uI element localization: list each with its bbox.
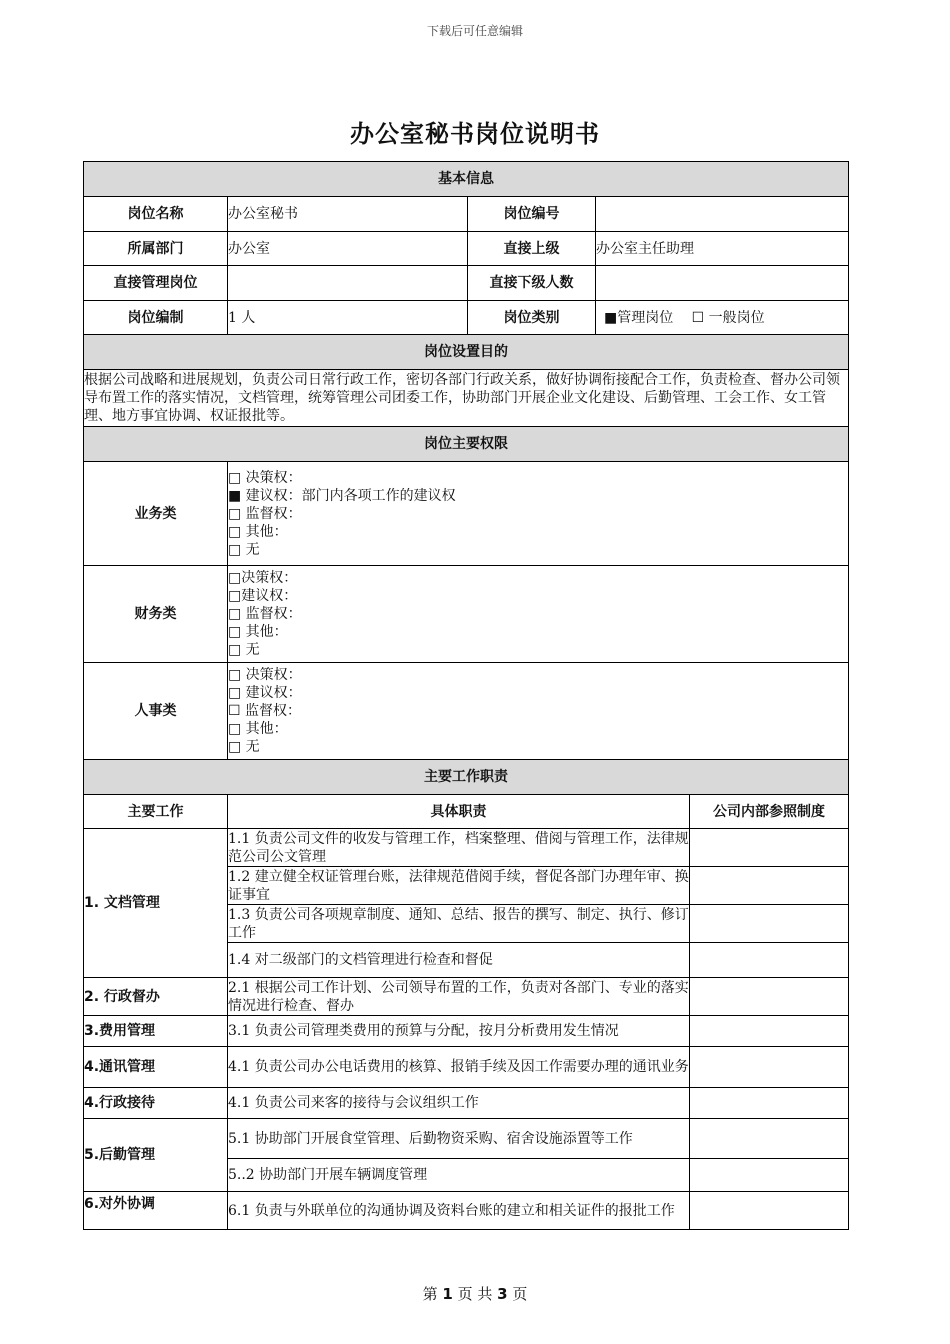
reference-cell [690, 829, 849, 867]
section-purpose: 岗位设置目的 [84, 335, 849, 370]
footer-prefix: 第 [422, 1285, 443, 1303]
authority-item: □ 无 [228, 541, 260, 558]
value-direct-superior: 办公室主任助理 [596, 232, 849, 266]
footer-middle: 页 共 [452, 1285, 498, 1303]
duty-cell: 5.1 协助部门开展食堂管理、后勤物资采购、宿舍设施添置等工作 [228, 1119, 690, 1159]
footer-total-pages: 3 [497, 1285, 508, 1303]
duty-cell: 2.1 根据公司工作计划、公司领导布置的工作，负责对各部门、专业的落实情况进行检查、督办 [228, 979, 689, 1014]
authority-hr-label: 人事类 [84, 663, 228, 760]
authority-item: ■ 建议权：部门内各项工作的建议权 [228, 487, 456, 504]
reference-cell [690, 1047, 849, 1088]
authority-item: □决策权： [228, 570, 298, 586]
authority-item: □ 其他： [228, 523, 288, 540]
reference-cell [690, 1159, 849, 1192]
label-position-name: 岗位名称 [84, 197, 228, 232]
duty-cell: 1.3 负责公司各项规章制度、通知、总结、报告的撰写、制定、执行、修订工作 [228, 906, 689, 941]
label-subordinate-count: 直接下级人数 [468, 266, 596, 301]
work-reception: 4.行政接待 [84, 1088, 228, 1119]
duty-cell: 3.1 负责公司管理类费用的预算与分配，按月分析费用发生情况 [228, 1016, 690, 1047]
work-communication: 4.通讯管理 [84, 1047, 228, 1088]
duty-cell: 6.1 负责与外联单位的沟通协调及资料台账的建立和相关证件的报批工作 [228, 1192, 690, 1230]
reference-cell [690, 867, 849, 905]
header-note: 下载后可任意编辑 [426, 24, 523, 38]
authority-item: □ 建议权： [228, 685, 302, 701]
label-managed-positions: 直接管理岗位 [84, 266, 228, 301]
authority-item: □ 无 [228, 642, 260, 658]
duty-cell: 1.2 建立健全权证管理台账，法律规范借阅手续，督促各部门办理年审、换证事宜 [228, 868, 689, 903]
authority-business-list [228, 462, 849, 566]
authority-item: □建议权： [228, 588, 298, 604]
authority-item: □ 其他： [228, 721, 288, 737]
job-description-table [83, 161, 849, 1230]
authority-item: □ 决策权： [228, 469, 302, 486]
footer-suffix: 页 [507, 1285, 528, 1303]
value-position-code [596, 197, 849, 232]
authority-business-label: 业务类 [84, 462, 228, 566]
reference-cell [690, 1119, 849, 1159]
reference-cell [690, 943, 849, 978]
work-admin-supervision: 2. 行政督办 [84, 978, 228, 1016]
duty-cell: 4.1 负责公司办公电话费用的核算、报销手续及因工作需要办理的通讯业务 [228, 1047, 690, 1088]
value-department: 办公室 [228, 232, 468, 266]
authority-finance-label: 财务类 [84, 566, 228, 663]
page-footer [0, 1283, 950, 1304]
duty-cell: 1.4 对二级部门的文档管理进行检查和督促 [228, 943, 690, 978]
reference-cell [690, 905, 849, 943]
reference-cell [690, 1088, 849, 1119]
section-authority: 岗位主要权限 [84, 427, 849, 462]
column-header-reference: 公司内部参照制度 [690, 795, 849, 829]
value-position-name: 办公室秘书 [228, 197, 468, 232]
authority-item: □ 监督权： [228, 606, 302, 622]
value-position-type: ■管理岗位 ☐ 一般岗位 [596, 301, 849, 335]
label-position-type: 岗位类别 [468, 301, 596, 335]
reference-cell [690, 1192, 849, 1230]
column-header-detail: 具体职责 [228, 795, 690, 829]
footer-page-number: 1 [442, 1285, 453, 1303]
value-headcount: 1 人 [228, 301, 468, 335]
authority-item: □ 监督权： [228, 505, 302, 522]
duty-cell: 1.1 负责公司文件的收发与管理工作，档案整理、借阅与管理工作，法律规范公司公文管理 [228, 830, 689, 865]
page-title: 办公室秘书岗位说明书 [350, 120, 600, 148]
work-doc-management: 1. 文档管理 [84, 829, 228, 978]
authority-item: □ 其他： [228, 624, 288, 640]
value-managed-positions [228, 266, 468, 301]
authority-finance-list [228, 566, 849, 663]
authority-item: □ 决策权： [228, 667, 302, 683]
label-direct-superior: 直接上级 [468, 232, 596, 266]
authority-item: ☐ 监督权： [228, 703, 302, 719]
reference-cell [690, 1016, 849, 1047]
purpose-text: 根据公司战略和进展规划，负责公司日常行政工作，密切各部门行政关系，做好协调衔接配合工作，负责检查、督办公司领导布置工作的落实情况，文档管理，统筹管理公司团委工作，协助部门开展企业文化建设、后勤管理、工会工作、女工管理、地方事宜协调、权证报批等。 [84, 370, 849, 427]
section-duties: 主要工作职责 [84, 760, 849, 795]
authority-hr-list [228, 663, 849, 760]
duty-cell: 4.1 负责公司来客的接待与会议组织工作 [228, 1088, 690, 1119]
value-subordinate-count [596, 266, 849, 301]
reference-cell [690, 978, 849, 1016]
work-external-coordination: 6.对外协调 [84, 1192, 228, 1230]
label-headcount: 岗位编制 [84, 301, 228, 335]
authority-item: □ 无 [228, 739, 260, 755]
section-basic-info: 基本信息 [84, 162, 849, 197]
work-cost-management: 3.费用管理 [84, 1016, 228, 1047]
label-position-code: 岗位编号 [468, 197, 596, 232]
column-header-work: 主要工作 [84, 795, 228, 829]
work-logistics: 5.后勤管理 [84, 1119, 228, 1192]
label-department: 所属部门 [84, 232, 228, 266]
duty-cell: 5..2 协助部门开展车辆调度管理 [228, 1159, 690, 1192]
